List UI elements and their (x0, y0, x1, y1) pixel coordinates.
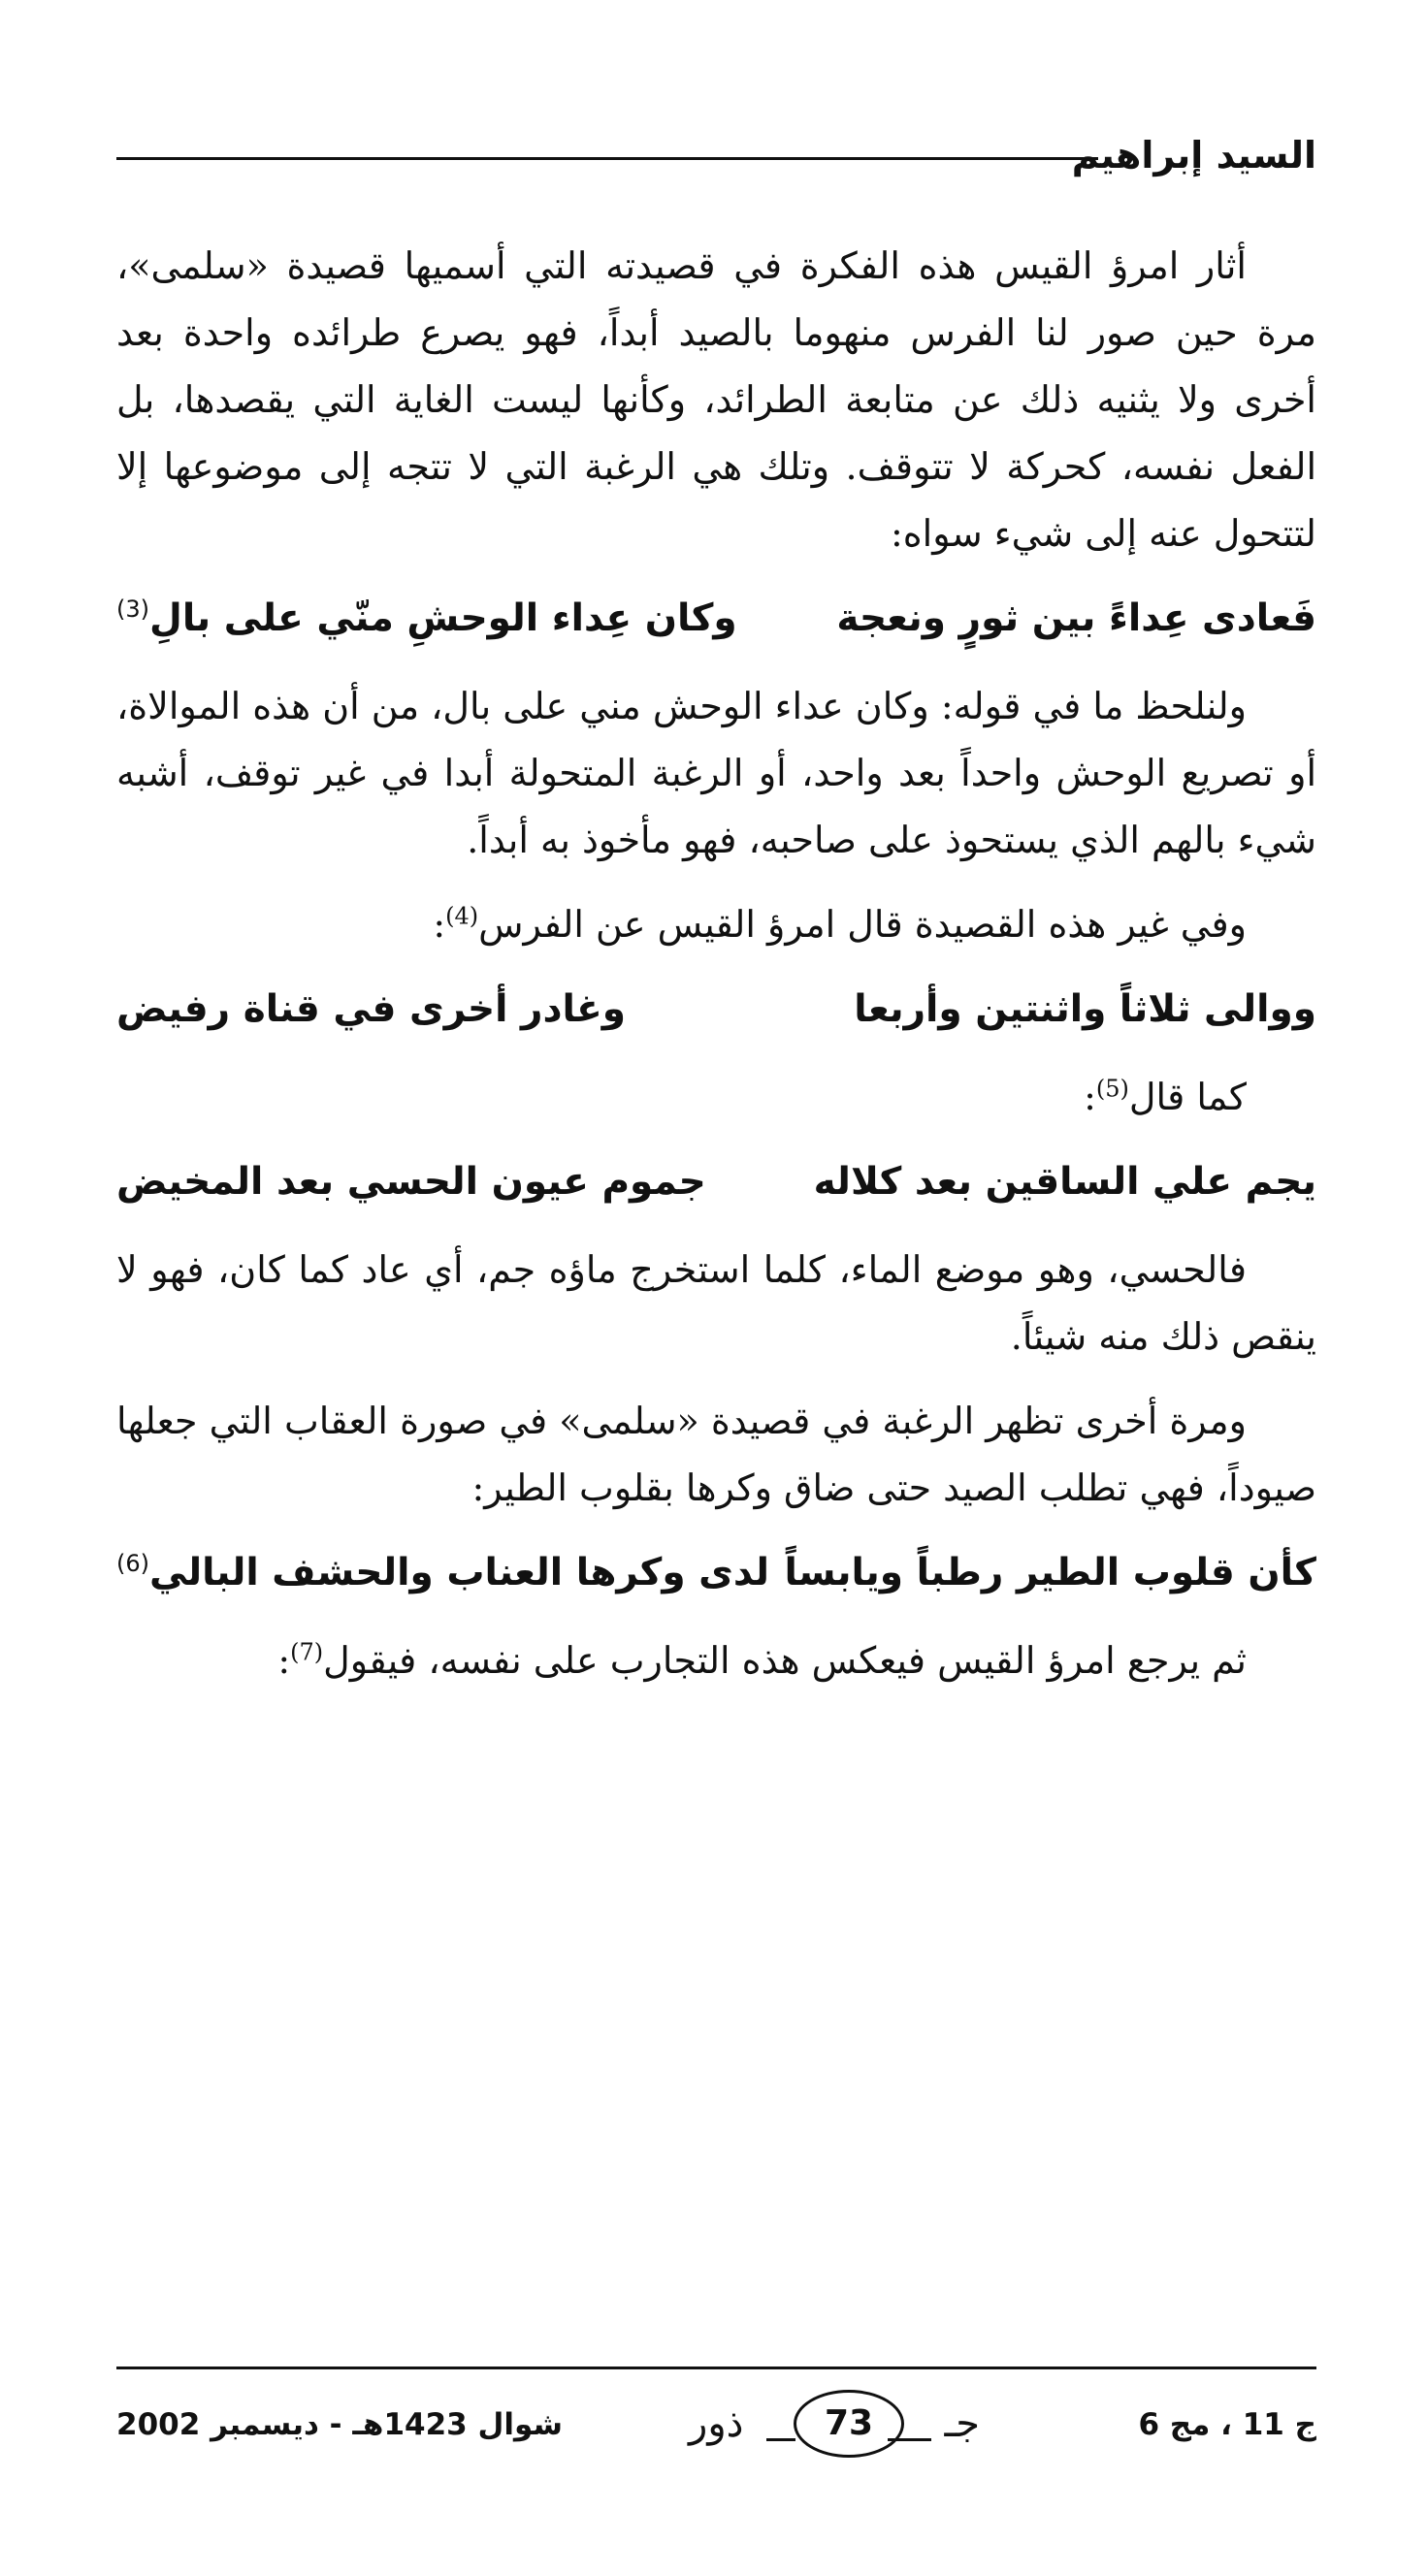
verse-4-first-hemistich: كأن قلوب الطير رطباً ويابساً (784, 1551, 1316, 1594)
paragraph-6: ومرة أخرى تظهر الرغبة في قصيدة «سلمى» في صورة العقاب التي جعلها صيوداً، فهي تطلب الصيد حتى ضاق وكرها بقلوب الطير: (116, 1400, 1316, 1509)
footer-date: شوال 1423هـ - ديسمبر 2002 (116, 2407, 563, 2442)
paragraph-5: فالحسي، وهو موضع الماء، كلما استخرج ماؤه جم، أي عاد كما كان، فهو لا ينقص ذلك منه شيئاً. (116, 1248, 1316, 1358)
journal-name-part-2: ذور (689, 2401, 744, 2446)
paragraph-3: وفي غير هذه القصيدة قال امرؤ القيس عن الفرس$^{(4)}$: (433, 902, 1247, 946)
verse-1-first-hemistich: فَعادى عِداءً بين ثورٍ ونعجة (836, 596, 1316, 640)
verse-1 (116, 585, 1316, 652)
paragraph-4: كما قال$^{(5)}$: (1084, 1075, 1247, 1118)
verse-2-first-hemistich: ووالى ثلاثاً واثنتين وأربعا (854, 987, 1316, 1031)
journal-logo (689, 2388, 980, 2456)
verse-1-second-hemistich: وكان عِداء الوحشِ منّي على بالِ$^{(3)}$ (116, 596, 737, 640)
verse-3-second-hemistich: جموم عيون الحسي بعد المخيض (116, 1160, 706, 1204)
verse-2 (116, 976, 1316, 1043)
footer-volume: ج 11 ، مج 6 (1138, 2407, 1316, 2442)
footer-rule (116, 2367, 1316, 2369)
body-text (116, 233, 1316, 1712)
paragraph-7: ثم يرجع امرؤ القيس فيعكس هذه التجارب على نفسه، فيقول$^{(7)}$: (277, 1638, 1247, 1682)
header-author: السيد إبراهيم (1071, 134, 1316, 177)
verse-4 (116, 1539, 1316, 1606)
verse-4-second-hemistich: لدى وكرها العناب والحشف البالي$^{(6)}$ (116, 1550, 770, 1594)
footnote-ref-6: (6) (116, 1550, 150, 1577)
verse-3-first-hemistich: يجم علي الساقين بعد كلاله (813, 1160, 1316, 1204)
header-rule (116, 157, 1098, 160)
footnote-ref-7: (7) (290, 1638, 324, 1666)
footnote-ref-5: (5) (1095, 1075, 1129, 1103)
footnote-ref-3: (3) (116, 596, 150, 623)
journal-name-part-1: جـ (944, 2401, 980, 2446)
running-header (116, 126, 1316, 194)
page-number: 73 (794, 2390, 904, 2458)
paragraph-1: أثار امرؤ القيس هذه الفكرة في قصيدته التي أسميها قصيدة «سلمى»، مرة حين صور لنا الفرس منهوما بالصيد أبداً، فهو يصرع طرائده واحدة بعد أخرى ولا يثنيه ذلك عن متابعة الطرائد، وكأنها ليست الغاية التي يقصدها، بل الفعل نفسه، كحركة لا تتوقف. وتلك هي الرغبة التي لا تتجه إلى موضوعها إلا لتتحول عنه إلى شيء سواه: (116, 244, 1316, 555)
footnote-ref-4: (4) (445, 902, 479, 930)
verse-2-second-hemistich: وغادر أخرى في قناة رفيض (116, 987, 627, 1031)
page-footer (116, 2367, 1316, 2473)
verse-3 (116, 1148, 1316, 1215)
paragraph-2: ولنلحظ ما في قوله: وكان عداء الوحش مني على بال، من أن هذه الموالاة، أو تصريع الوحش واحداً بعد واحد، أو الرغبة المتحولة أبدا في غير توقف، أشبه شيء بالهم الذي يستحوذ على صاحبه، فهو مأخوذ به أبداً. (116, 685, 1316, 861)
journal-line-left (766, 2438, 795, 2441)
